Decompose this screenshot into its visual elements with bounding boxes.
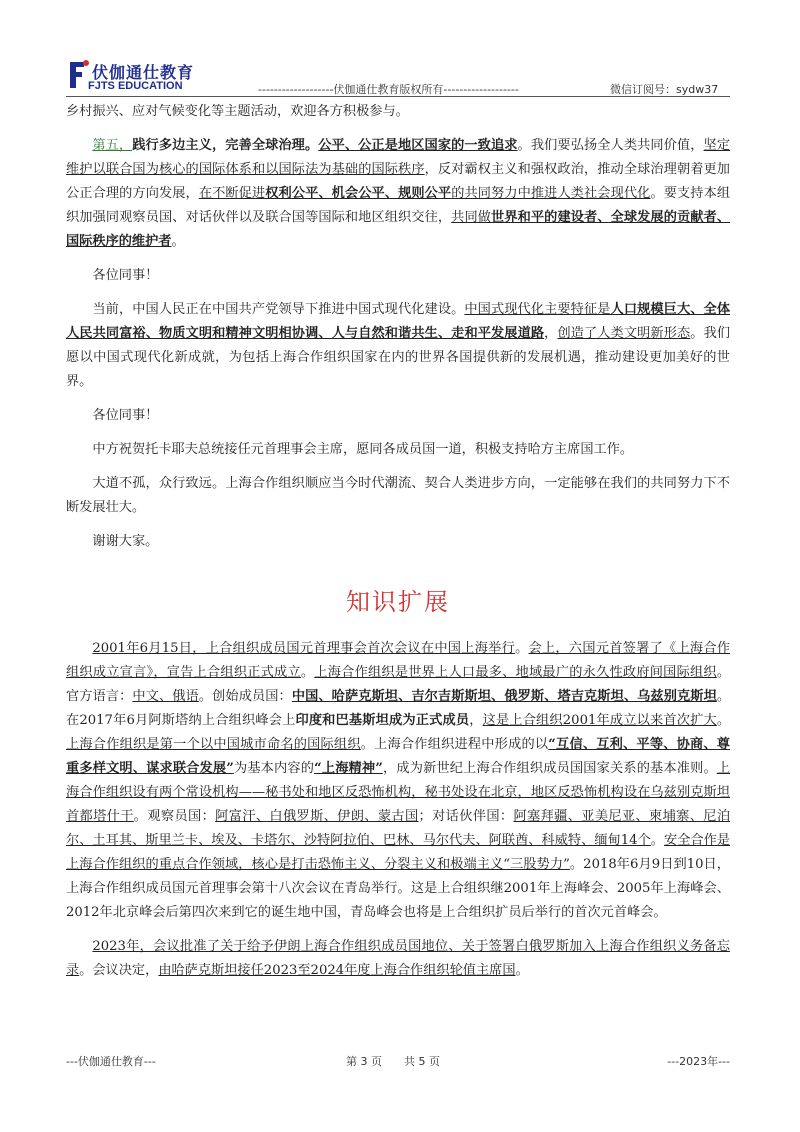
header-divider: [66, 96, 730, 97]
greeting-2: 各位同事！: [92, 408, 159, 423]
paragraph-fifth: 第五，践行多边主义，完善全球治理。公平、公正是地区国家的一致追求。我们要弘扬全人类共同价值，坚定维护以联合国为核心的国际体系和以国际法为基础的国际秩序，反对霸权主义和强权政治，推动全球治理朝着更加公正合理的方向发展，在不断促进权利公平、机会公平、规则公平的共同努力中推进人类社会现代化。要支持本组织加强同观察员国、对话伙伴以及联合国等国际和地区组织交往，共同做世界和平的建设者、全球发展的贡献者、国际秩序的维护者。: [66, 138, 731, 249]
page-number: 第 3 页 共 5 页: [346, 1055, 440, 1068]
paragraph-thanks: 谢谢大家。: [92, 534, 159, 549]
fifth-label: 第五，: [92, 138, 133, 153]
logo: [66, 58, 216, 98]
fjts-logo-icon: [66, 58, 90, 92]
greeting-1: 各位同事！: [92, 268, 159, 283]
knowledge-paragraph-2: 2023年，会议批准了关于给予伊朗上海合作组织成员国地位、关于签署白俄罗斯加入上海合作组织义务备忘录。会议决定，由哈萨克斯坦接任2023至2024年度上海合作组织轮值主席国。: [66, 939, 730, 978]
copyright-notice: -------------------伏伽通仕教育版权所有-------------------: [258, 83, 519, 96]
paragraph-congratulations: 中方祝贺托卡耶夫总统接任元首理事会主席，愿同各成员国一道，积极支持哈方主席国工作。: [92, 442, 634, 457]
wechat-id: 微信订阅号：sydw37: [610, 83, 719, 96]
page-header: [0, 0, 800, 100]
logo-chinese-text: 伏伽通仕教育: [92, 63, 195, 82]
paragraph-closing: 大道不孤，众行致远。上海合作组织顺应当今时代潮流、契合人类进步方向，一定能够在我们的共同努力下不断发展壮大。: [66, 476, 730, 515]
footer-brand: ---伏伽通仕教育---: [66, 1055, 156, 1068]
main-content: [66, 100, 730, 983]
paragraph-continuation: 乡村振兴、应对气候变化等主题活动，欢迎各方积极参与。: [66, 104, 409, 119]
footer-year: ---2023年---: [667, 1055, 730, 1068]
section-title: 知识扩展: [346, 588, 450, 616]
logo-english-text: FJTS EDUCATION: [88, 80, 183, 92]
knowledge-paragraph-1: 2001年6月15日，上合组织成员国元首理事会首次会议在中国上海举行。会上，六国元首签署了《上海合作组织成立宣言》，宣告上合组织正式成立。上海合作组织是世界上人口最多、地域最广的永久性政府间国际组织。官方语言：中文、俄语。创始成员国：中国、哈萨克斯坦、吉尔吉斯斯坦、俄罗斯、塔吉克斯坦、乌兹别克斯坦。在2017年6月阿斯塔纳上合组织峰会上印度和巴基斯坦成为正式成员，这是上合组织2001年成立以来首次扩大。上海合作组织是第一个以中国城市命名的国际组织。上海合作组织进程中形成的以“互信、互利、平等、协商、尊重多样文明、谋求联合发展”为基本内容的“上海精神”，成为新世纪上海合作组织成员国国家关系的基本准则。上海合作组织设有两个常设机构——秘书处和地区反恐怖机构，秘书处设在北京，地区反恐怖机构设在乌兹别克斯坦首都塔什干。观察员国：阿富汗、白俄罗斯、伊朗、蒙古国；对话伙伴国：阿塞拜疆、亚美尼亚、柬埔寨、尼泊尔、土耳其、斯里兰卡、埃及、卡塔尔、沙特阿拉伯、巴林、马尔代夫、阿联酋、科威特、缅甸14个。安全合作是上海合作组织的重点合作领域，核心是打击恐怖主义、分裂主义和极端主义“三股势力”。2018年6月9日到10日，上海合作组织成员国元首理事会第十八次会议在青岛举行。这是上合组织继2001年上海峰会、2005年上海峰会、2012年北京峰会后第四次来到它的诞生地中国，青岛峰会也将是上合组织扩员后举行的首次元首峰会。: [66, 641, 731, 920]
paragraph-modernization: 当前，中国人民正在中国共产党领导下推进中国式现代化建设。中国式现代化主要特征是人口规模巨大、全体人民共同富裕、物质文明和精神文明相协调、人与自然和谐共生、走和平发展道路，创造了人类文明新形态。我们愿以中国式现代化新成就，为包括上海合作组织国家在内的世界各国提供新的发展机遇，推动建设更加美好的世界。: [66, 302, 731, 389]
